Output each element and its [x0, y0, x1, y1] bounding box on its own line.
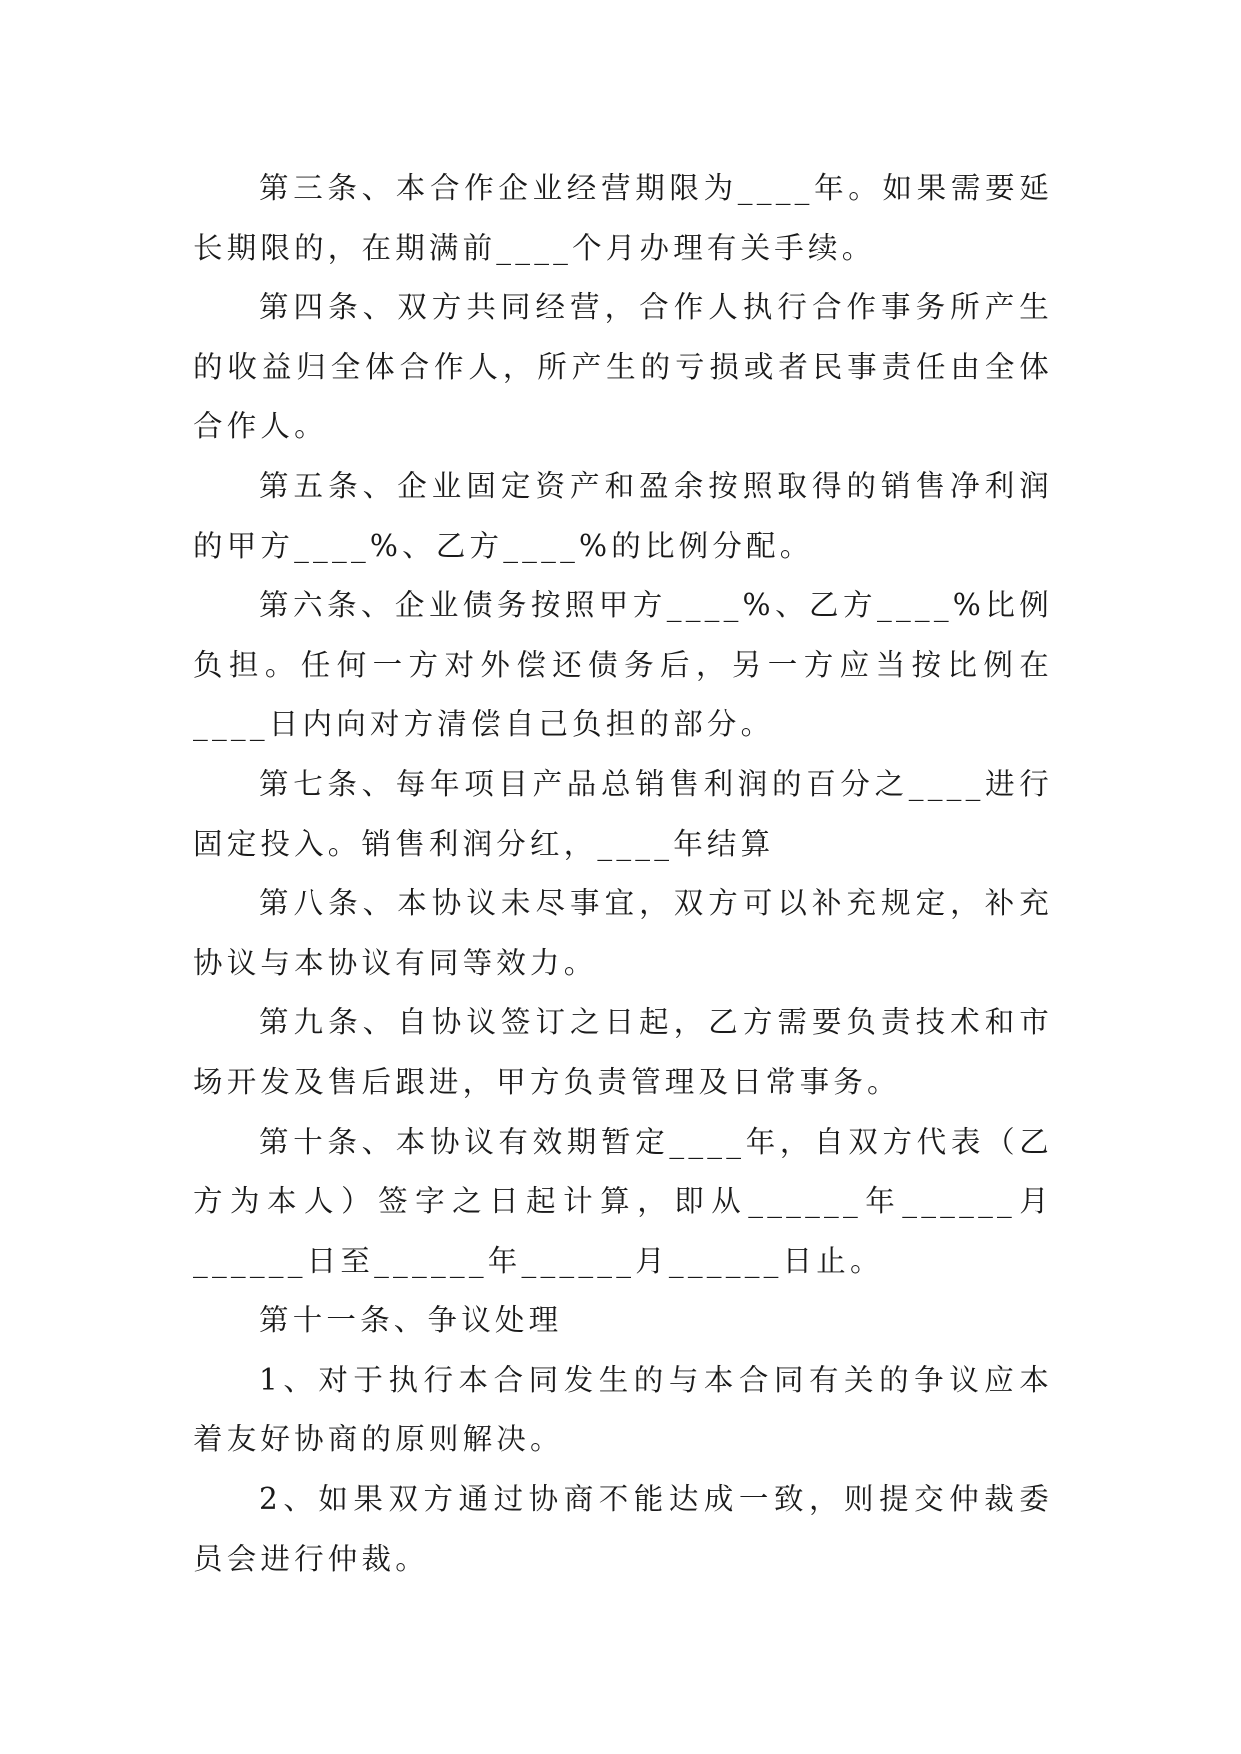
clause-9: 第九条、自协议签订之日起，乙方需要负责技术和市场开发及售后跟进，甲方负责管理及日常事务。 — [193, 1005, 1053, 1099]
clause-7: 第七条、每年项目产品总销售利润的百分之____进行固定投入。销售利润分红，____年结算 — [193, 766, 1053, 861]
clause-11-item-1: 1、对于执行本合同发生的与本合同有关的争议应本着友好协商的原则解决。 — [193, 1362, 1053, 1457]
clause-8: 第八条、本协议未尽事宜，双方可以补充规定，补充协议与本协议有同等效力。 — [193, 886, 1053, 980]
clause-11-heading: 第十一条、争议处理 — [259, 1303, 563, 1338]
clause-5: 第五条、企业固定资产和盈余按照取得的销售净利润的甲方____%、乙方____%的比例分配。 — [193, 468, 1053, 563]
clause-6: 第六条、企业债务按照甲方____%、乙方____%比例负担。任何一方对外偿还债务后，另一方应当按比例在____日内向对方清偿自己负担的部分。 — [193, 588, 1053, 742]
clause-10: 第十条、本协议有效期暂定____年，自双方代表（乙方为本人）签字之日起计算，即从______年______月______日至______年______月______日止。 — [193, 1124, 1053, 1278]
contract-body — [193, 159, 1053, 1589]
clause-4: 第四条、双方共同经营，合作人执行合作事务所产生的收益归全体合作人，所产生的亏损或者民事责任由全体合作人。 — [193, 290, 1053, 444]
clause-11-item-2: 2、如果双方通过协商不能达成一致，则提交仲裁委员会进行仲裁。 — [193, 1482, 1053, 1576]
clause-3: 第三条、本合作企业经营期限为____年。如果需要延长期限的，在期满前____个月办理有关手续。 — [193, 171, 1053, 265]
